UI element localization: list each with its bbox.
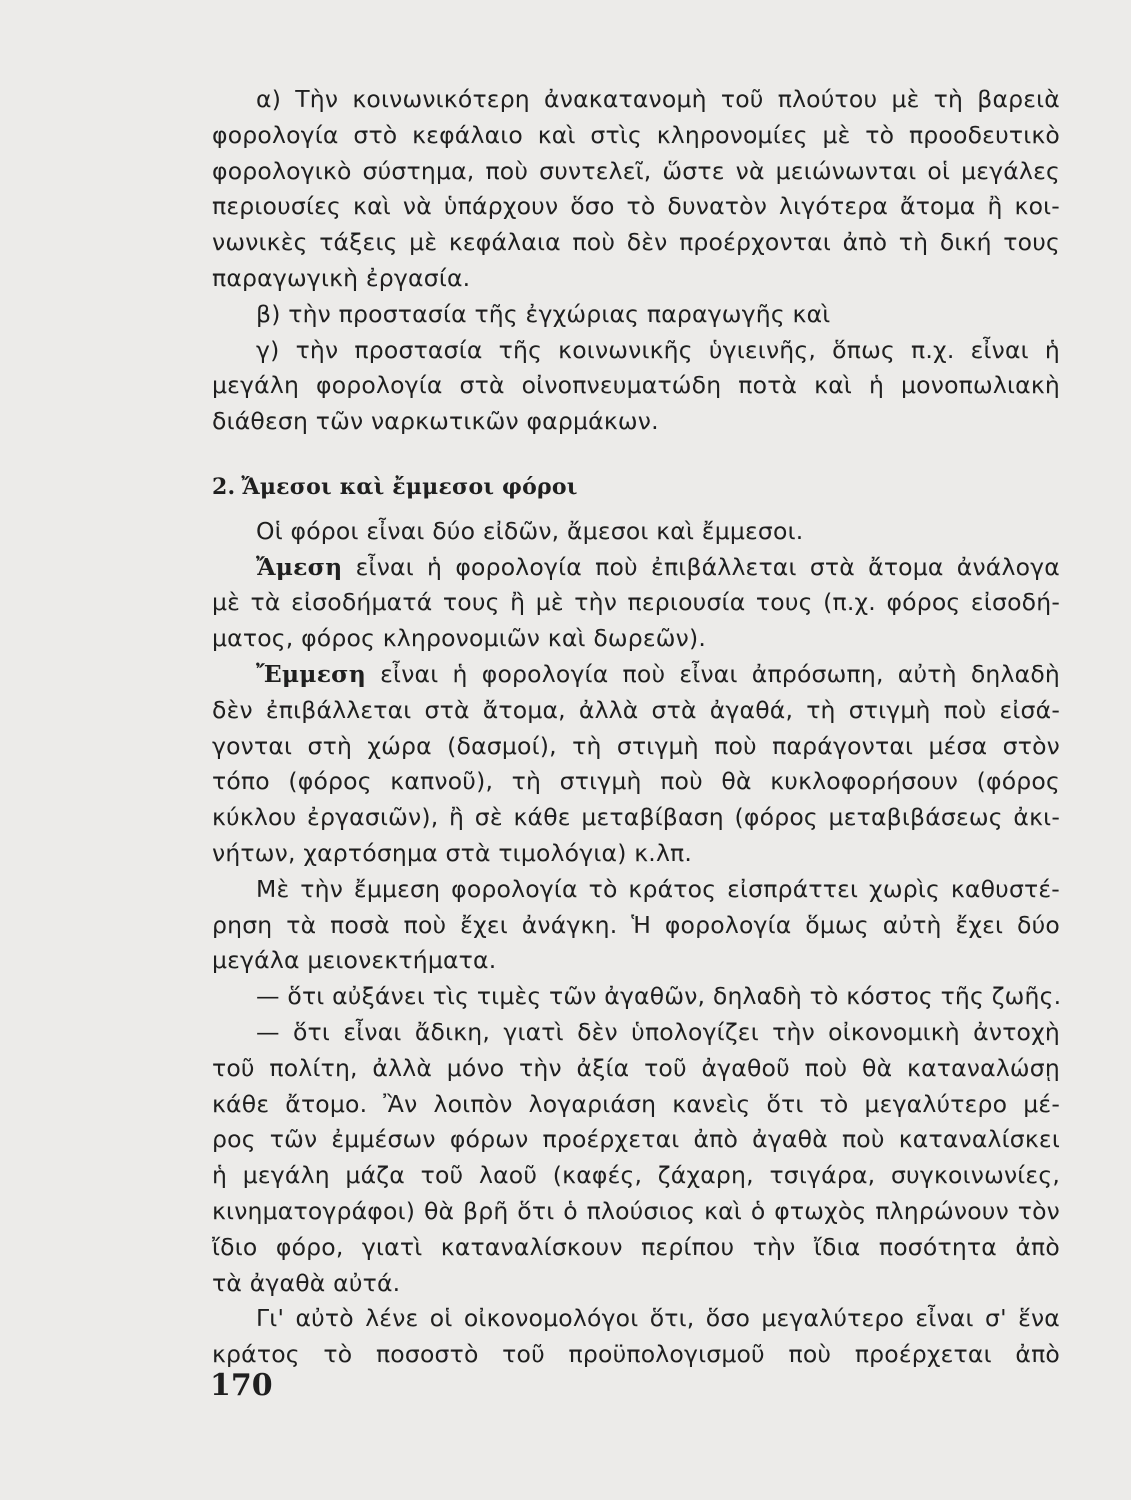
line-text: ρος τῶν ἐμμέσων φόρων προέρχεται ἀπὸ ἀγαθὰ ποὺ καταναλίσκει [212, 1125, 1060, 1154]
text-line [212, 621, 1060, 657]
text-line [212, 1266, 1060, 1302]
line-text: ματος, φόρος κληρονομιῶν καὶ δωρεῶν). [212, 624, 707, 653]
line-text: μὲ τὰ εἰσοδήματά τους ἢ μὲ τὴν περιουσία τους (π.χ. φόρος εἰσοδή- [212, 588, 1060, 617]
line-text: εἶναι ἡ φορολογία ποὺ εἶναι ἀπρόσωπη, αὐτὴ δηλαδὴ [366, 659, 1060, 688]
line-text: α) Τὴν κοινωνικότερη ἀνακατανομὴ τοῦ πλούτου μὲ τὴ βαρειὰ [256, 85, 1060, 113]
section-heading [212, 470, 1060, 506]
line-text: μεγάλη φορολογία στὰ οἰνοπνευματώδη ποτὰ καὶ ἡ μονοπωλιακὴ [212, 371, 1060, 400]
text-line [212, 550, 1060, 586]
text-line [212, 1337, 1060, 1373]
text-line [212, 729, 1060, 765]
line-text: ἡ μεγάλη μάζα τοῦ λαοῦ (καφές, ζάχαρη, τσιγάρα, συγκοινωνίες, [212, 1161, 1060, 1190]
line-text: παραγωγικὴ ἐργασία. [212, 263, 471, 292]
text-line [212, 514, 1060, 550]
text-line [212, 261, 1060, 297]
line-text: β) τὴν προστασία τῆς ἐγχώριας παραγωγῆς καὶ [256, 299, 831, 328]
text-line [212, 1122, 1060, 1158]
line-text: περιουσίες καὶ νὰ ὑπάρχουν ὅσο τὸ δυνατὸν λιγότερα ἄτομα ἢ κοι- [212, 192, 1060, 221]
text-line [212, 82, 1060, 118]
text-line [212, 1230, 1060, 1266]
line-text: φορολογικὸ σύστημα, ποὺ συντελεῖ, ὥστε νὰ μειώνωνται οἱ μεγάλες [212, 156, 1060, 185]
line-text: κύκλου ἐργασιῶν), ἢ σὲ κάθε μεταβίβαση (φόρος μεταβιβάσεως ἀκι- [212, 803, 1060, 832]
text-line [212, 1051, 1060, 1087]
defined-term: Ἄμεση [256, 552, 343, 581]
text-line [212, 943, 1060, 979]
text-line [212, 297, 1060, 333]
line-text: γονται στὴ χώρα (δασμοί), τὴ στιγμὴ ποὺ παράγονται μέσα στὸν [212, 731, 1060, 760]
line-text: μεγάλα μειονεκτήματα. [212, 946, 497, 975]
text-line [212, 1087, 1060, 1123]
body-text [212, 82, 1060, 1373]
text-line [212, 189, 1060, 225]
line-text: νωνικὲς τάξεις μὲ κεφάλαια ποὺ δὲν προέρχονται ἀπὸ τὴ δική τους [212, 228, 1060, 257]
line-text: ρηση τὰ ποσὰ ποὺ ἔχει ἀνάγκη. Ἡ φορολογία ὅμως αὐτὴ ἔχει δύο [212, 910, 1060, 939]
line-text: γ) τὴν προστασία τῆς κοινωνικῆς ὑγιεινῆς, ὅπως π.χ. εἶναι ἡ [256, 335, 1060, 364]
line-text: — ὅτι αὐξάνει τὶς τιμὲς τῶν ἀγαθῶν, δηλαδὴ τὸ κόστος τῆς ζωῆς. [256, 982, 1062, 1011]
text-line [212, 1015, 1060, 1051]
line-text: κράτος τὸ ποσοστὸ τοῦ προϋπολογισμοῦ ποὺ προέρχεται ἀπὸ [212, 1340, 1060, 1369]
line-text: — ὅτι εἶναι ἄδικη, γιατὶ δὲν ὑπολογίζει τὴν οἰκονομικὴ ἀντοχὴ [256, 1017, 1060, 1046]
line-text: κινηματογράφοι) θὰ βρῆ ὅτι ὁ πλούσιος καὶ ὁ φτωχὸς πληρώνουν τὸν [212, 1196, 1060, 1225]
line-text: διάθεση τῶν ναρκωτικῶν φαρμάκων. [212, 407, 659, 436]
text-line [212, 764, 1060, 800]
paragraphs-purposes [212, 82, 1060, 440]
text-line [212, 1158, 1060, 1194]
page-number: 170 [210, 1368, 273, 1403]
line-text: εἶναι ἡ φορολογία ποὺ ἐπιβάλλεται στὰ ἄτομα ἀνάλογα [342, 552, 1060, 581]
text-line [212, 657, 1060, 693]
text-line [212, 693, 1060, 729]
line-text: τοῦ πολίτη, ἀλλὰ μόνο τὴν ἀξία τοῦ ἀγαθοῦ ποὺ θὰ καταναλώσῃ [212, 1053, 1060, 1082]
text-line [212, 333, 1060, 369]
text-line [212, 154, 1060, 190]
text-line [212, 404, 1060, 440]
defined-term: Ἔμμεση [256, 659, 366, 688]
line-text: Μὲ τὴν ἔμμεση φορολογία τὸ κράτος εἰσπράττει χωρὶς καθυστέ- [256, 874, 1060, 903]
text-line [212, 836, 1060, 872]
text-line [212, 118, 1060, 154]
text-line [212, 800, 1060, 836]
text-line [212, 872, 1060, 908]
section-number: 2. [212, 473, 236, 500]
line-text: φορολογία στὸ κεφάλαιο καὶ στὶς κληρονομίες μὲ τὸ προοδευτικὸ [212, 120, 1060, 149]
line-text: κάθε ἄτομο. Ἂν λοιπὸν λογαριάση κανεὶς ὅτι τὸ μεγαλύτερο μέ- [212, 1089, 1060, 1118]
line-text: νήτων, χαρτόσημα στὰ τιμολόγια) κ.λπ. [212, 838, 693, 867]
text-line [212, 908, 1060, 944]
paragraphs-direct-indirect-taxes [212, 514, 1060, 1373]
section-title: Ἄμεσοι καὶ ἔμμεσοι φόροι [241, 473, 578, 500]
line-text: τόπο (φόρος καπνοῦ), τὴ στιγμὴ ποὺ θὰ κυκλοφορήσουν (φόρος [212, 767, 1060, 796]
line-text: ἴδιο φόρο, γιατὶ καταναλίσκουν περίπου τὴν ἴδια ποσότητα ἀπὸ [212, 1232, 1060, 1261]
line-text: δὲν ἐπιβάλλεται στὰ ἄτομα, ἀλλὰ στὰ ἀγαθά, τὴ στιγμὴ ποὺ εἰσά- [212, 695, 1060, 724]
line-text: τὰ ἀγαθὰ αὐτά. [212, 1268, 401, 1297]
text-line [212, 225, 1060, 261]
text-line [212, 368, 1060, 404]
text-line [212, 1194, 1060, 1230]
text-line [212, 1301, 1060, 1337]
text-line [212, 979, 1060, 1015]
line-text: Γι' αὐτὸ λένε οἱ οἰκονομολόγοι ὅτι, ὅσο μεγαλύτερο εἶναι σ' ἕνα [256, 1304, 1060, 1333]
text-line [212, 585, 1060, 621]
line-text: Οἱ φόροι εἶναι δύο εἰδῶν, ἄμεσοι καὶ ἔμμεσοι. [256, 516, 804, 545]
